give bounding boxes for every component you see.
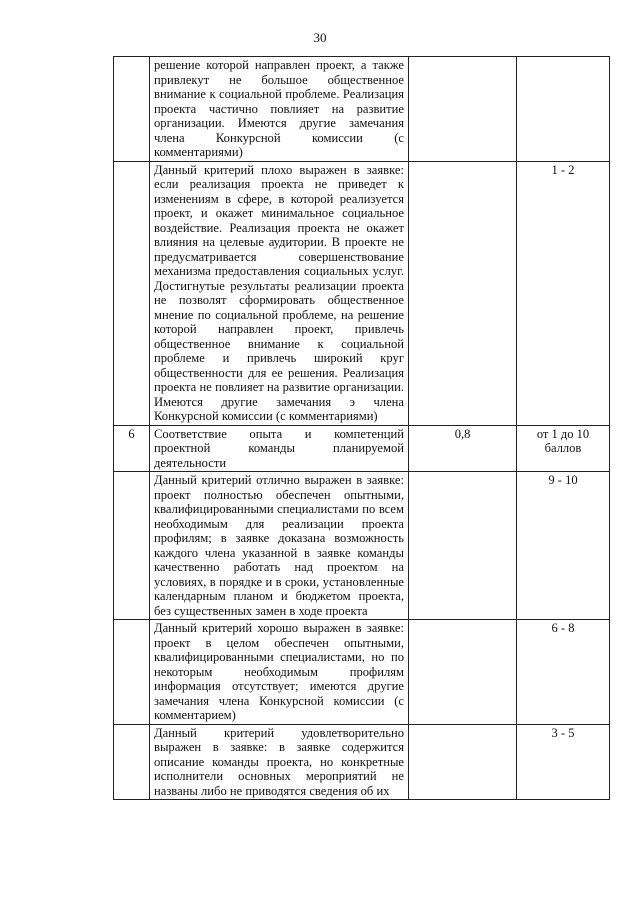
table-row: [114, 57, 610, 162]
table-row: [114, 472, 610, 620]
criterion-text: Данный критерий хорошо выражен в заявке: проект в целом обеспечен опытными, квалифицированными специалистами, но по некоторым необходимым профилям информация отсутствует; имеются другие замечания члена Конкурсной комиссии (с комментарием): [150, 620, 409, 725]
row-number: [114, 724, 150, 800]
criterion-text: Данный критерий отлично выражен в заявке: проект полностью обеспечен опытными, квалифицированными специалистами по всем необходимым для реализации проекта профилям; в заявке доказана возможность каждого члена указанной в заявке команды качественно работать над проектом на условиях, в порядке и в сроки, установленные календарным планом и бюджетом проекта, без существенных замен в ходе проекта: [150, 472, 409, 620]
criterion-weight: 0,8: [409, 425, 517, 472]
criterion-weight: [409, 472, 517, 620]
table-row: [114, 425, 610, 472]
criteria-table: [113, 56, 610, 800]
row-number: [114, 161, 150, 425]
score-range: 9 - 10: [517, 472, 610, 620]
page-number: 30: [313, 30, 327, 45]
score-range: от 1 до 10 баллов: [517, 425, 610, 472]
score-range: [517, 57, 610, 162]
criterion-text: Данный критерий плохо выражен в заявке: если реализация проекта не приведет к изменениям в сфере, в которой реализуется проект, и окажет минимальное социальное воздействие. Реализация проекта не окажет влияния на целевые аудитории. В проекте не предусматривается совершенствование механизма предоставления социальных услуг. Достигнутые результаты реализации проекта не позволят сформировать общественное мнение по социальной проблеме, на решение которой направлен проект, привлечь общественное внимание к социальной проблеме и привлечь широкий круг общественности для ее решения. Реализация проекта не повлияет на развитие организации. Имеются другие замечания э члена Конкурсной комиссии (с комментариями): [150, 161, 409, 425]
table-row: [114, 620, 610, 725]
score-range: 1 - 2: [517, 161, 610, 425]
criterion-weight: [409, 57, 517, 162]
row-number: [114, 57, 150, 162]
table-row: [114, 724, 610, 800]
row-number: 6: [114, 425, 150, 472]
criterion-title: Соответствие опыта и компетенций проектной команды планируемой деятельности: [150, 425, 409, 472]
score-range: 6 - 8: [517, 620, 610, 725]
criterion-weight: [409, 724, 517, 800]
row-number: [114, 620, 150, 725]
criterion-text: Данный критерий удовлетворительно выражен в заявке: в заявке содержится описание команды проекта, но конкретные исполнители основных мероприятий не названы либо не приводятся сведения об их: [150, 724, 409, 800]
score-range: 3 - 5: [517, 724, 610, 800]
table-row: [114, 161, 610, 425]
criterion-weight: [409, 620, 517, 725]
criterion-text: решение которой направлен проект, а также привлекут не большое общественное внимание к социальной проблеме. Реализация проекта частично повлияет на развитие организации. Имеются другие замечания члена Конкурсной комиссии (с комментариями): [150, 57, 409, 162]
row-number: [114, 472, 150, 620]
criterion-weight: [409, 161, 517, 425]
